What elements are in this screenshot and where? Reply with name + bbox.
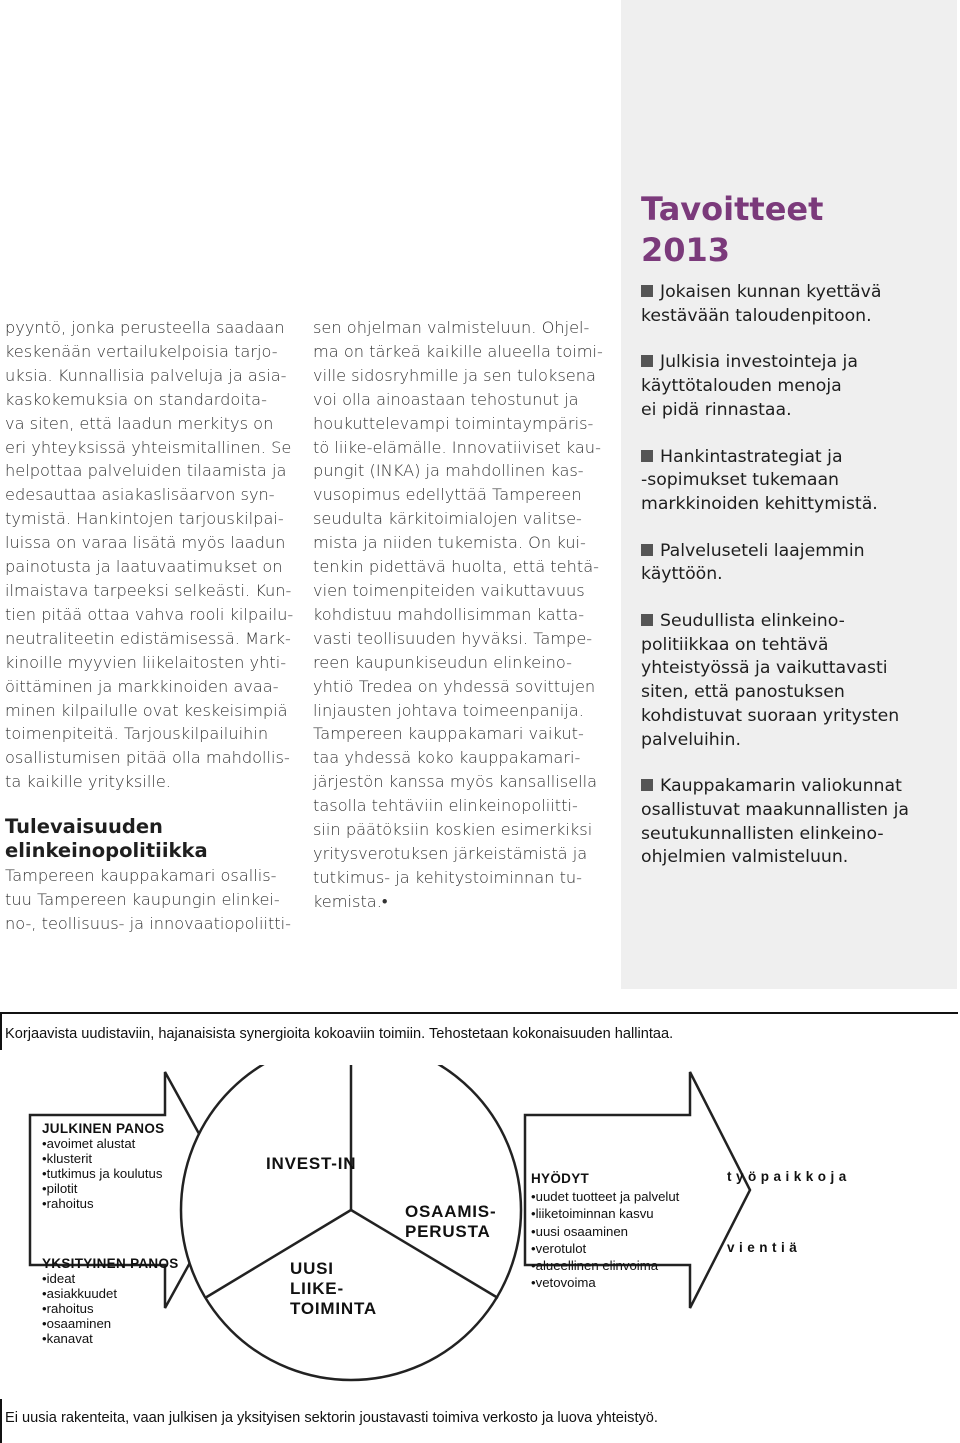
goals-list [641, 281, 946, 893]
goal-item [641, 775, 946, 870]
private-input-block [42, 1256, 212, 1346]
outcome-exports: vientiä [727, 1240, 802, 1255]
diagram-caption-top: Korjaavista uudistaviin, hajanaisista synergioita kokoaviin toimiin. Tehostetaan kokonaisuuden hallintaa. [5, 1026, 674, 1042]
list-item: • avoimet alustat [42, 1136, 212, 1151]
segment-new-business: UUSI LIIKE- TOIMINTA [290, 1259, 377, 1318]
benefits-title: HYÖDYT [531, 1171, 590, 1186]
public-input-title: JULKINEN PANOS [42, 1121, 165, 1136]
list-item: • uusi osaaminen [531, 1223, 711, 1240]
list-item: • rahoitus [42, 1196, 212, 1211]
frame-line-top [0, 1012, 2, 1050]
frame-line-bottom [0, 1399, 2, 1443]
public-input-block [42, 1121, 212, 1211]
body-text-column-2: sen ohjelman valmisteluun. Ohjel- ma on tärkeä kaikille alueella toimi- ville sidosryhmille ja sen tuloksena voi olla ainoastaan tehostunut ja houkuttelevampi toimintaympäris- tö liike-elämälle. Innovatiiviset kau- pungit (INKA) ja mahdollinen kas- vusopimus edellyttää Tampereen seudulta kärkitoimialojen valitse- mista ja niiden tukemista. On kui- tenkin pidettävä huolta, että tehtä- vien toimenpiteiden vaikuttavuus kohdistuu mahdollisimman katta- vasti teollisuuden hyväksi. Tampe- reen kaupunkiseudun elinkeino- yhtiö Tredea on yhdessä sovittujen linjausten johtava toimeenpanija. Tampereen kauppakamari vaikut- taa yhdessä koko kauppakamari- järjestön kanssa myös kansallisella tasolla tehtäviin elinkeinopoliitti- siin päätöksiin koskien esimerkiksi yritysverotuksen järkeistämistä ja tutkimus- ja kehitystoiminnan tu- kemista.• [313, 318, 603, 911]
square-bullet-icon [641, 779, 653, 791]
goal-text: Kauppakamarin valiokunnat osallistuvat maakunnallisten ja seutukunnallisten elinkeino- ohjelmien valmisteluun. [641, 776, 909, 868]
public-input-list [42, 1136, 212, 1211]
diagram-caption-bottom: Ei uusia rakenteita, vaan julkisen ja yksityisen sektorin joustavasti toimiva verkosto ja luova yhteistyö. [5, 1410, 658, 1426]
list-item: • klusterit [42, 1151, 212, 1166]
goal-item [641, 610, 946, 752]
goal-text: Seudullista elinkeino- politiikkaa on tehtävä yhteistyössä ja vaikuttavasti siten, että panostuksen kohdistuvat suoraan yritysten palveluihin. [641, 611, 900, 750]
list-item: • verotulot [531, 1240, 711, 1257]
list-item: • asiakkuudet [42, 1286, 212, 1301]
list-item: • alueellinen elinvoima [531, 1257, 711, 1274]
list-item: • rahoitus [42, 1301, 212, 1316]
goal-text: Julkisia investointeja ja käyttötalouden menoja ei pidä rinnastaa. [641, 352, 858, 420]
list-item: • vetovoima [531, 1274, 711, 1291]
list-item: • pilotit [42, 1181, 212, 1196]
benefits-block [531, 1171, 711, 1292]
private-input-list [42, 1271, 212, 1346]
goals-title: Tavoitteet 2013 [641, 190, 824, 269]
list-item: • kanavat [42, 1331, 212, 1346]
square-bullet-icon [641, 285, 653, 297]
private-input-title: YKSITYINEN PANOS [42, 1256, 179, 1271]
goal-text: Palveluseteli laajemmin käyttöön. [641, 540, 865, 585]
square-bullet-icon [641, 450, 653, 462]
list-item: • liiketoiminnan kasvu [531, 1205, 711, 1222]
segment-expertise: OSAAMIS- PERUSTA [405, 1202, 497, 1241]
square-bullet-icon [641, 614, 653, 626]
outcome-jobs: työpaikkoja [727, 1169, 851, 1184]
goal-item [641, 281, 946, 328]
goal-item [641, 540, 946, 587]
frame-line-top [0, 1012, 958, 1014]
list-item: • uudet tuotteet ja palvelut [531, 1188, 711, 1205]
benefits-list [531, 1188, 711, 1292]
goal-item [641, 351, 946, 422]
list-item: • osaaminen [42, 1316, 212, 1331]
list-item: • ideat [42, 1271, 212, 1286]
section-heading: Tulevaisuuden elinkeinopolitiikka [5, 815, 208, 862]
square-bullet-icon [641, 355, 653, 367]
goal-text: Hankintastrategiat ja -sopimukset tukemaan markkinoiden kehittymistä. [641, 446, 878, 514]
body-text-column-1: pyyntö, jonka perusteella saadaan keskenään vertailukelpoisia tarjo- uksia. Kunnallisia palveluja ja asia- kaskokemuksia on standardoita- va siten, että laadun merkitys on eri yhteyksissä yhteismitallinen. Se helpottaa palveluiden tilaamista ja edesauttaa asiakaslisäarvon syn- tymistä. Hankintojen tarjouskilpai- luissa on varaa lisätä myös laadun painotusta ja laatuvaatimukset on ilmaistava tarpeeksi selkeästi. Kun- tien pitää ottaa vahva rooli kilpailu- neutraliteetin edistämisessä. Mark- kinoille myyvien liikelaitosten yhti- öittäminen ja markkinoiden avaa- minen kilpailulle ovat keskeisimpiä toimenpiteitä. Tarjouskilpailuihin osallistumisen pitää olla mahdollis- ta kaikille yrityksille. [5, 318, 294, 792]
goal-text: Jokaisen kunnan kyettävä kestävään taloudenpitoon. [641, 282, 882, 326]
list-item: • tutkimus ja koulutus [42, 1166, 212, 1181]
square-bullet-icon [641, 544, 653, 556]
body-text-column-1-continued: Tampereen kauppakamari osallis- tuu Tampereen kaupungin elinkei- no-, teollisuus- ja innovaatiopoliitti- [5, 866, 292, 933]
goal-item [641, 446, 946, 517]
segment-invest-in: INVEST-IN [266, 1154, 357, 1173]
